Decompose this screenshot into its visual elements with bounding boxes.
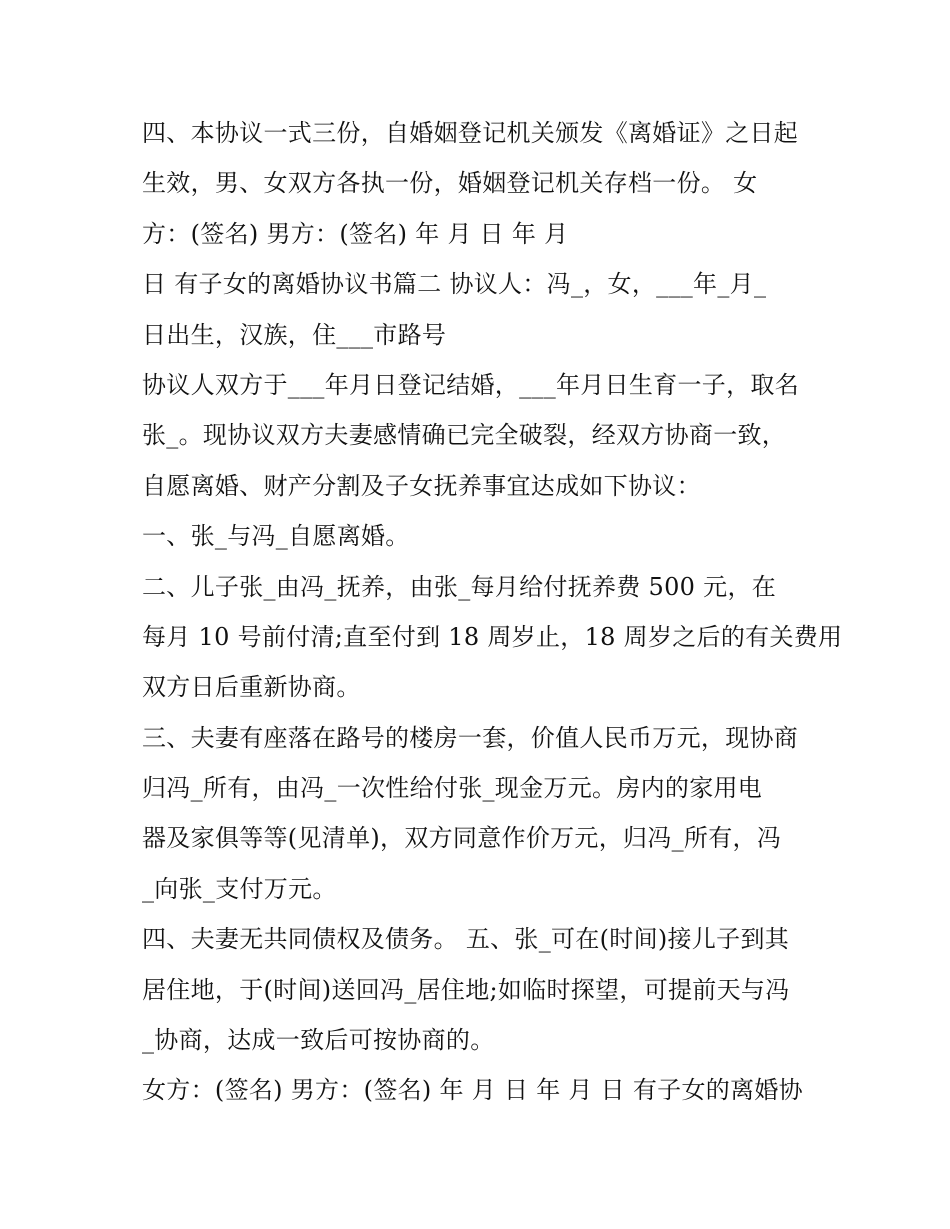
text-line: 协议人双方于___年月日登记结婚，___年月日生育一子，取名 xyxy=(142,370,799,399)
text-line: 归冯_所有，由冯_一次性给付张_现金万元。房内的家用电 xyxy=(142,774,763,803)
text-line: 四、本协议一式三份，自婚姻登记机关颁发《离婚证》之日起 xyxy=(142,119,799,147)
text-line: 方：(签名) 男方：(签名) 年 月 日 年 月 xyxy=(142,219,569,248)
text-line: 一、张_与冯_自愿离婚。 xyxy=(142,522,410,551)
text-line: 张_。现协议双方夫妻感情确已完全破裂，经双方协商一致， xyxy=(142,421,787,450)
text-line: 生效，男、女双方各执一份，婚姻登记机关存档一份。 女 xyxy=(142,169,758,198)
text-line: 三、夫妻有座落在路号的楼房一套，价值人民币万元，现协商 xyxy=(142,723,799,752)
document-body xyxy=(142,108,843,1116)
text-line: _协商，达成一致后可按协商的。 xyxy=(142,1026,495,1055)
text-line: _向张_支付万元。 xyxy=(142,874,337,903)
text-line: 女方：(签名) 男方：(签名) 年 月 日 年 月 日 有子女的离婚协 xyxy=(142,1076,803,1105)
text-line: 自愿离婚、财产分割及子女抚养事宜达成如下协议： xyxy=(142,471,701,500)
text-line: 双方日后重新协商。 xyxy=(142,673,361,702)
text-line: 四、夫妻无共同债权及债务。 五、张_可在(时间)接儿子到其 xyxy=(142,925,790,954)
text-line: 日出生，汉族，住___市路号 xyxy=(142,320,447,349)
text-line: 每月 10 号前付清;直至付到 18 周岁止，18 周岁之后的有关费用 xyxy=(142,622,843,651)
text-line: 日 有子女的离婚协议书篇二 协议人：冯_，女，___年_月_ xyxy=(142,270,767,299)
text-line: 居住地，于(时间)送回冯_居住地;如临时探望，可提前天与冯 xyxy=(142,975,790,1004)
text-line: 器及家俱等等(见清单)，双方同意作价万元，归冯_所有，冯 xyxy=(142,824,782,853)
text-line: 二、儿子张_由冯_抚养，由张_每月给付抚养费 500 元，在 xyxy=(142,572,777,601)
